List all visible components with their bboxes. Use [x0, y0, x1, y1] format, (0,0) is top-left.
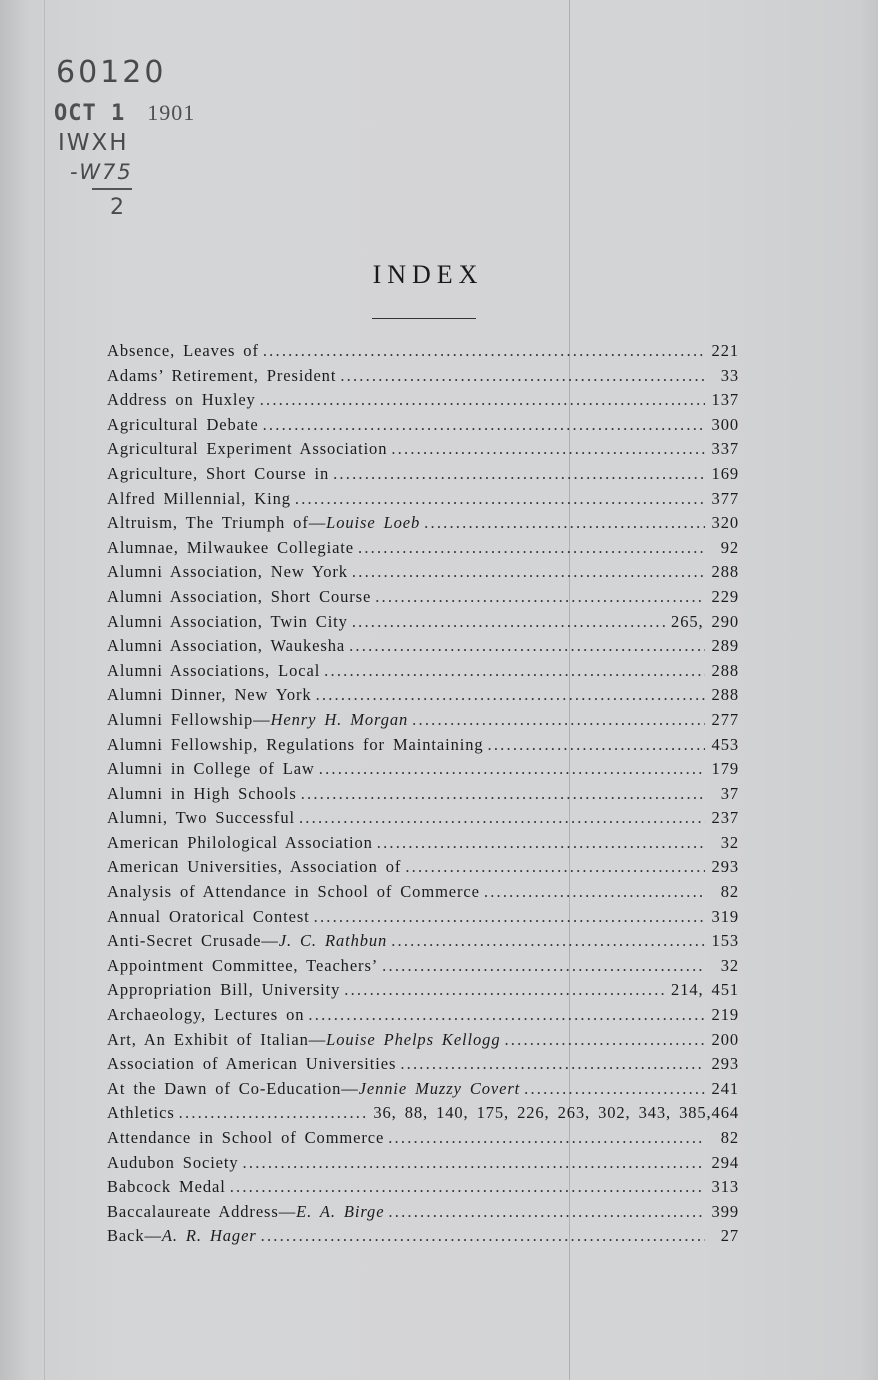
index-entry-subject: Alumni Association, Waukesha: [107, 636, 346, 656]
index-entry-pages: 179: [711, 759, 739, 779]
index-entry-title: [107, 612, 348, 632]
dot-leader: [324, 661, 705, 681]
index-entry-subject: Alumni, Two Successful: [107, 808, 295, 828]
index-entry-subject: Babcock Medal: [107, 1177, 226, 1197]
index-entry-subject: Agricultural Experiment Association: [107, 439, 388, 459]
index-entry: [107, 1153, 739, 1178]
index-entry: [107, 464, 739, 489]
index-entry-subject: Alumni Association, Short Course: [107, 586, 372, 606]
dot-leader: [230, 1177, 705, 1197]
dot-leader: [299, 808, 705, 828]
index-entry: [107, 1005, 739, 1030]
index-entry: [107, 759, 739, 784]
index-entry: [107, 956, 739, 981]
index-entry-subject: Attendance in School of Commerce: [107, 1128, 385, 1147]
index-entry: [107, 735, 739, 760]
index-entry: [107, 513, 739, 538]
index-entry-pages: 241: [711, 1078, 739, 1098]
index-entry-pages: 320: [711, 513, 739, 533]
index-entry: [107, 612, 739, 637]
index-entry-title: [107, 366, 336, 386]
index-entry-subject: Annual Oratorical Contest: [107, 906, 310, 926]
index-entry-title: [107, 1153, 239, 1173]
index-entry: [107, 390, 739, 415]
index-entry-subject: Back—: [107, 1226, 162, 1246]
index-entry-subject: Adams’ Retirement, President: [107, 365, 337, 385]
index-entry-title: [107, 415, 259, 435]
index-entry: [107, 857, 739, 882]
index-entry-title: [107, 464, 329, 484]
index-entry-pages: 200: [711, 1029, 739, 1049]
dot-leader: [316, 685, 705, 705]
index-entry: [107, 1128, 739, 1153]
index-entry-title: [107, 1005, 304, 1025]
index-entry-title: [107, 390, 256, 410]
index-entry-pages: 33: [720, 365, 739, 385]
index-entry-pages: 37: [720, 783, 739, 803]
index-entry: [107, 366, 739, 391]
stamp-date-day: OCT 1: [54, 101, 126, 126]
index-entry-subject: Alumnae, Milwaukee Collegiate: [107, 537, 354, 557]
index-entry-title: [107, 710, 408, 730]
page-edge-shadow: [44, 0, 45, 1380]
index-entry-subject: Alumni Fellowship, Regulations for Maintaining: [107, 734, 484, 754]
index-entry-subject: Alumni Association, Twin City: [107, 611, 348, 631]
index-entry-title: [107, 636, 345, 656]
index-entry-title: [107, 1079, 520, 1099]
index-entry: [107, 1079, 739, 1104]
index-entry-title: [107, 341, 259, 361]
dot-leader: [352, 612, 665, 632]
index-entry-subject: American Philological Association: [107, 832, 373, 852]
index-entry-author: E. A. Birge: [296, 1201, 385, 1221]
index-entry: [107, 562, 739, 587]
index-entry-subject: Anti-Secret Crusade—: [107, 931, 279, 951]
index-entry-author: Henry H. Morgan: [270, 709, 409, 729]
dot-leader: [504, 1030, 705, 1050]
call-number-line-3: 2: [110, 195, 126, 220]
title-divider: [372, 318, 476, 319]
index-entry-pages: 288: [711, 660, 739, 680]
index-entry: [107, 538, 739, 563]
index-entry-pages: 36, 88, 140, 175, 226, 263, 302, 343, 385,464: [373, 1103, 739, 1123]
index-entry-title: [107, 661, 320, 681]
index-entry: [107, 1226, 739, 1251]
index-entry-subject: Athletics: [107, 1103, 175, 1123]
index-entry-pages: 293: [711, 857, 739, 877]
index-entry-subject: Association of American Universities: [107, 1054, 397, 1074]
dot-leader: [388, 1128, 705, 1148]
dot-leader: [263, 415, 705, 435]
index-entry: [107, 636, 739, 661]
dot-leader: [344, 980, 665, 1000]
index-entry: [107, 1177, 739, 1202]
index-entry-subject: Alumni in High Schools: [107, 783, 297, 803]
index-entry-pages: 337: [711, 439, 739, 459]
index-entry-title: [107, 1128, 384, 1148]
index-entry-subject: Agricultural Debate: [107, 414, 259, 434]
index-entry: [107, 710, 739, 735]
index-entry-pages: 219: [711, 1005, 739, 1025]
index-entry-subject: Absence, Leaves of: [107, 341, 259, 360]
index-entry-title: [107, 956, 378, 976]
index-entry-title: [107, 857, 401, 877]
index-entry-subject: Alumni Associations, Local: [107, 660, 321, 680]
index-entry: [107, 882, 739, 907]
index-entry: [107, 808, 739, 833]
dot-leader: [484, 882, 705, 902]
index-entry-title: [107, 513, 420, 533]
index-entry-pages: 82: [720, 882, 739, 902]
index-entry-pages: 237: [711, 808, 739, 828]
dot-leader: [308, 1005, 705, 1025]
index-entry-subject: Appropriation Bill, University: [107, 980, 341, 1000]
index-entry: [107, 341, 739, 366]
index-entry: [107, 439, 739, 464]
index-entry-author: Jennie Muzzy Covert: [358, 1078, 521, 1098]
index-entry-subject: American Universities, Association of: [107, 857, 402, 877]
dot-leader: [333, 464, 705, 484]
index-entry-pages: 214, 451: [671, 980, 739, 1000]
index-entry-title: [107, 439, 387, 459]
dot-leader: [349, 636, 705, 656]
index-entry-pages: 169: [711, 463, 739, 483]
dot-leader: [261, 1226, 705, 1246]
index-entry-pages: 265, 290: [671, 611, 739, 631]
index-entry-subject: Agriculture, Short Course in: [107, 463, 330, 483]
dot-leader: [382, 956, 705, 976]
stamp-date-year: 1901: [147, 100, 196, 125]
index-entry-pages: 288: [711, 685, 739, 705]
dot-leader: [391, 931, 705, 951]
dot-leader: [375, 587, 705, 607]
index-entry: [107, 784, 739, 809]
index-entry-pages: 453: [711, 734, 739, 754]
index-entry-pages: 92: [720, 537, 739, 557]
index-entry-title: [107, 808, 295, 828]
index-entry-pages: 300: [711, 414, 739, 434]
index-entry-title: [107, 759, 315, 779]
index-entry-title: [107, 882, 480, 902]
index-entry: [107, 587, 739, 612]
index-entry-author: A. R. Hager: [161, 1226, 257, 1246]
index-entry: [107, 1030, 739, 1055]
index-entry-pages: 277: [711, 709, 739, 729]
dot-leader: [295, 489, 705, 509]
dot-leader: [260, 390, 705, 410]
index-entry-pages: 294: [711, 1152, 739, 1172]
index-entry-subject: Analysis of Attendance in School of Commerce: [107, 882, 480, 902]
index-entry-subject: Archaeology, Lectures on: [107, 1005, 305, 1025]
index-entry-pages: 399: [711, 1201, 739, 1221]
dot-leader: [314, 907, 705, 927]
index-entry-title: [107, 980, 340, 1000]
index-entry-subject: Alfred Millennial, King: [107, 488, 291, 508]
index-entry: [107, 661, 739, 686]
index-entry-subject: Alumni Fellowship—: [107, 709, 271, 729]
index-entry-pages: 27: [720, 1226, 739, 1246]
index-entry-title: [107, 1226, 257, 1246]
index-entry-pages: 288: [711, 562, 739, 582]
index-entry-title: [107, 1177, 226, 1197]
index-entry: [107, 415, 739, 440]
dot-leader: [243, 1153, 705, 1173]
index-entry-title: [107, 833, 373, 853]
accession-number: 60120: [56, 55, 167, 90]
index-entry-title: [107, 1030, 500, 1050]
received-date-stamp: [54, 100, 195, 126]
index-entry: [107, 489, 739, 514]
dot-leader: [524, 1079, 705, 1099]
dot-leader: [391, 439, 705, 459]
index-entry: [107, 1054, 739, 1079]
dot-leader: [377, 833, 705, 853]
index-entry: [107, 931, 739, 956]
index-entry-subject: Address on Huxley: [107, 390, 256, 410]
index-entry-subject: At the Dawn of Co-Education—: [107, 1078, 359, 1098]
index-entry: [107, 1202, 739, 1227]
index-entry: [107, 980, 739, 1005]
index-entry: [107, 907, 739, 932]
index-entry-pages: 313: [711, 1177, 739, 1197]
index-entry-pages: 293: [711, 1054, 739, 1074]
dot-leader: [424, 513, 705, 533]
index-entry-pages: 32: [720, 955, 739, 975]
index-entry-subject: Alumni Dinner, New York: [107, 685, 312, 705]
dot-leader: [301, 784, 705, 804]
index-entry: [107, 1103, 739, 1128]
index-list: [107, 341, 739, 1251]
index-entry-subject: Alumni Association, New York: [107, 562, 348, 582]
index-entry-author: J. C. Rathbun: [278, 931, 388, 951]
index-entry-subject: Audubon Society: [107, 1152, 239, 1172]
index-entry-pages: 137: [711, 390, 739, 410]
index-entry-title: [107, 907, 310, 927]
index-entry-subject: Alumni in College of Law: [107, 759, 315, 779]
dot-leader: [412, 710, 705, 730]
index-entry-title: [107, 562, 348, 582]
dot-leader: [358, 538, 705, 558]
dot-leader: [405, 857, 705, 877]
dot-leader: [340, 366, 705, 386]
dot-leader: [179, 1103, 368, 1123]
index-entry-pages: 221: [711, 341, 739, 360]
index-entry-title: [107, 735, 484, 755]
index-entry-subject: Appointment Committee, Teachers’: [107, 955, 379, 975]
dot-leader: [319, 759, 705, 779]
index-entry-title: [107, 538, 354, 558]
index-entry: [107, 833, 739, 858]
index-entry-subject: Art, An Exhibit of Italian—: [107, 1029, 327, 1049]
index-entry-pages: 153: [711, 931, 739, 951]
dot-leader: [263, 341, 705, 361]
index-entry-title: [107, 489, 291, 509]
index-entry-pages: 82: [720, 1128, 739, 1147]
dot-leader: [488, 735, 705, 755]
call-number-underline: [92, 188, 132, 190]
dot-leader: [400, 1054, 705, 1074]
index-entry-author: Louise Loeb: [326, 513, 421, 533]
call-number-line-1: IWXH: [58, 130, 129, 156]
call-number-line-2: -W75: [70, 160, 133, 184]
index-entry-subject: Altruism, The Triumph of—: [107, 513, 327, 533]
index-entry-title: [107, 1202, 384, 1222]
index-entry-subject: Baccalaureate Address—: [107, 1201, 297, 1221]
index-entry-author: Louise Phelps Kellogg: [326, 1029, 501, 1049]
index-entry-title: [107, 1054, 396, 1074]
index-entry-title: [107, 931, 387, 951]
dot-leader: [352, 562, 705, 582]
page-title: INDEX: [372, 260, 484, 289]
index-entry-pages: 319: [711, 906, 739, 926]
index-entry-title: [107, 784, 297, 804]
index-entry-title: [107, 1103, 175, 1123]
index-entry-pages: 377: [711, 488, 739, 508]
index-entry: [107, 685, 739, 710]
index-entry-pages: 229: [711, 586, 739, 606]
index-entry-title: [107, 685, 312, 705]
dot-leader: [388, 1202, 705, 1222]
index-entry-pages: 289: [711, 636, 739, 656]
index-entry-title: [107, 587, 371, 607]
index-entry-pages: 32: [720, 832, 739, 852]
